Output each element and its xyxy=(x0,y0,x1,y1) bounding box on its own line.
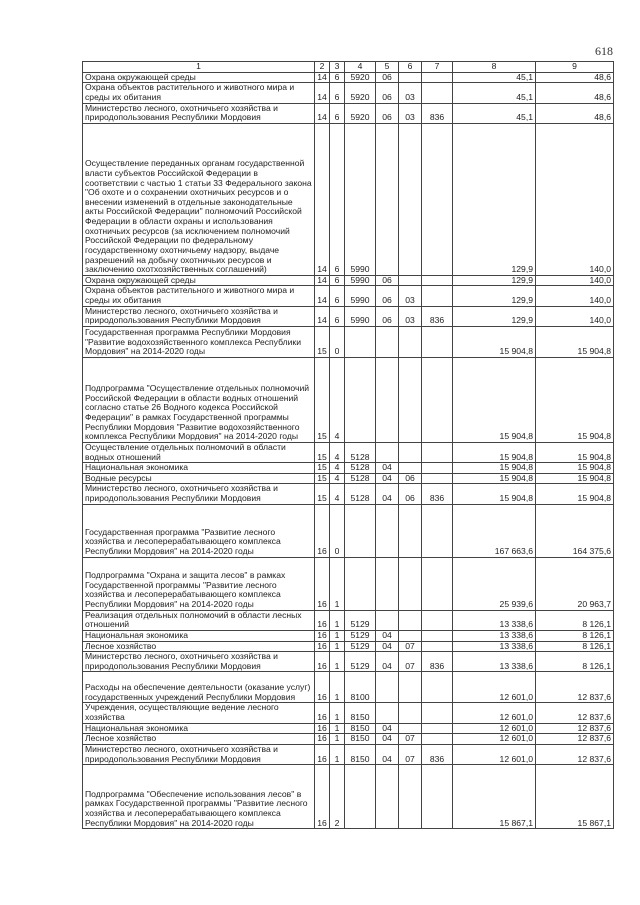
row-amount-2015-cell: 15 904,8 xyxy=(536,484,614,504)
row-section-cell: 06 xyxy=(376,103,399,123)
row-amount-2015-cell: 12 837,6 xyxy=(536,734,614,745)
row-vid-cell xyxy=(422,610,453,630)
column-header: 6 xyxy=(399,62,422,73)
row-section-cell xyxy=(376,123,399,275)
row-name-cell: Расходы на обеспечение деятельности (оказание услуг) государственных учреждений Республики Мордовия xyxy=(83,672,315,703)
row-section-cell: 04 xyxy=(376,463,399,474)
row-subsection-cell: 1 xyxy=(330,610,345,630)
row-amount-2015-cell: 20 963,7 xyxy=(536,557,614,610)
row-name-cell: Водные ресурсы xyxy=(83,473,315,484)
row-razdel-cell: 15 xyxy=(315,357,330,442)
row-razdel-cell: 16 xyxy=(315,703,330,723)
row-subsection-code-cell xyxy=(399,504,422,557)
row-target-cell: 8100 xyxy=(345,672,376,703)
row-section-cell: 04 xyxy=(376,484,399,504)
table-row xyxy=(83,672,614,703)
row-target-cell: 5129 xyxy=(345,630,376,641)
row-target-cell: 5990 xyxy=(345,123,376,275)
row-amount-2015-cell: 15 904,8 xyxy=(536,442,614,462)
table-row xyxy=(83,463,614,474)
row-amount-2015-cell: 12 837,6 xyxy=(536,672,614,703)
row-subsection-cell: 6 xyxy=(330,286,345,306)
column-header: 4 xyxy=(345,62,376,73)
row-amount-2014-cell: 129,9 xyxy=(453,286,536,306)
row-name-cell: Национальная экономика xyxy=(83,630,315,641)
row-subsection-cell: 0 xyxy=(330,326,345,357)
row-vid-cell: 836 xyxy=(422,484,453,504)
row-name-cell: Осуществление отдельных полномочий в области водных отношений xyxy=(83,442,315,462)
table-row xyxy=(83,652,614,672)
row-subsection-cell: 4 xyxy=(330,442,345,462)
row-amount-2015-cell: 140,0 xyxy=(536,123,614,275)
row-target-cell xyxy=(345,765,376,829)
row-subsection-code-cell xyxy=(399,765,422,829)
row-name-cell: Государственная программа Республики Мордовия "Развитие водохозяйственного комплекса Республики Мордовия" на 2014-2020 годы xyxy=(83,326,315,357)
row-subsection-cell: 6 xyxy=(330,306,345,326)
row-subsection-code-cell xyxy=(399,463,422,474)
row-subsection-cell: 4 xyxy=(330,484,345,504)
row-vid-cell xyxy=(422,72,453,83)
table-row xyxy=(83,734,614,745)
row-subsection-code-cell: 07 xyxy=(399,744,422,764)
row-name-cell: Подпрограмма "Осуществление отдельных полномочий Российской Федерации в области водных отношений согласно статье 26 Водного кодекса Российской Федерации" в рамках Государственной программы Республики Мордовия "Развитие водохозяйственного комплекса Республики Мордовия" на 2014-2020 годы xyxy=(83,357,315,442)
row-target-cell: 5128 xyxy=(345,484,376,504)
row-razdel-cell: 15 xyxy=(315,484,330,504)
row-name-cell: Охрана окружающей среды xyxy=(83,275,315,286)
row-target-cell: 8150 xyxy=(345,744,376,764)
row-section-cell xyxy=(376,504,399,557)
row-vid-cell xyxy=(422,286,453,306)
row-amount-2015-cell: 8 126,1 xyxy=(536,652,614,672)
row-subsection-cell: 6 xyxy=(330,72,345,83)
row-vid-cell: 836 xyxy=(422,103,453,123)
row-section-cell: 04 xyxy=(376,734,399,745)
row-amount-2014-cell: 12 601,0 xyxy=(453,672,536,703)
row-subsection-code-cell: 07 xyxy=(399,734,422,745)
row-target-cell: 5990 xyxy=(345,286,376,306)
row-razdel-cell: 16 xyxy=(315,641,330,652)
row-section-cell xyxy=(376,672,399,703)
row-subsection-cell: 1 xyxy=(330,641,345,652)
row-razdel-cell: 16 xyxy=(315,672,330,703)
row-vid-cell xyxy=(422,703,453,723)
row-target-cell: 5129 xyxy=(345,610,376,630)
row-subsection-code-cell: 03 xyxy=(399,306,422,326)
row-amount-2015-cell: 140,0 xyxy=(536,275,614,286)
row-name-cell: Учреждения, осуществляющие ведение лесного хозяйства xyxy=(83,703,315,723)
row-vid-cell xyxy=(422,557,453,610)
column-header: 7 xyxy=(422,62,453,73)
row-subsection-cell: 1 xyxy=(330,630,345,641)
row-subsection-code-cell xyxy=(399,357,422,442)
row-vid-cell: 836 xyxy=(422,306,453,326)
row-subsection-code-cell xyxy=(399,326,422,357)
row-amount-2015-cell: 15 904,8 xyxy=(536,326,614,357)
row-vid-cell xyxy=(422,672,453,703)
row-subsection-cell: 4 xyxy=(330,463,345,474)
row-section-cell xyxy=(376,765,399,829)
row-razdel-cell: 16 xyxy=(315,765,330,829)
row-razdel-cell: 14 xyxy=(315,103,330,123)
row-amount-2014-cell: 15 904,8 xyxy=(453,473,536,484)
row-subsection-cell: 1 xyxy=(330,744,345,764)
row-section-cell: 04 xyxy=(376,652,399,672)
column-header: 2 xyxy=(315,62,330,73)
row-amount-2015-cell: 140,0 xyxy=(536,286,614,306)
row-amount-2015-cell: 140,0 xyxy=(536,306,614,326)
row-razdel-cell: 16 xyxy=(315,652,330,672)
table-row xyxy=(83,473,614,484)
row-target-cell xyxy=(345,326,376,357)
page-number: 618 xyxy=(595,44,613,58)
row-razdel-cell: 16 xyxy=(315,557,330,610)
row-razdel-cell: 15 xyxy=(315,473,330,484)
row-subsection-code-cell xyxy=(399,703,422,723)
row-subsection-cell: 6 xyxy=(330,103,345,123)
row-target-cell: 5990 xyxy=(345,275,376,286)
table-row xyxy=(83,765,614,829)
table-row xyxy=(83,442,614,462)
table-row xyxy=(83,286,614,306)
column-header: 1 xyxy=(83,62,315,73)
table-row xyxy=(83,723,614,734)
row-vid-cell xyxy=(422,473,453,484)
table-row xyxy=(83,610,614,630)
row-subsection-cell: 6 xyxy=(330,275,345,286)
row-section-cell: 06 xyxy=(376,275,399,286)
row-amount-2015-cell: 12 837,6 xyxy=(536,723,614,734)
row-subsection-code-cell: 03 xyxy=(399,103,422,123)
table-body xyxy=(83,72,614,829)
row-amount-2014-cell: 167 663,6 xyxy=(453,504,536,557)
row-amount-2015-cell: 12 837,6 xyxy=(536,703,614,723)
row-amount-2014-cell: 12 601,0 xyxy=(453,723,536,734)
row-name-cell: Охрана объектов растительного и животного мира и среды их обитания xyxy=(83,286,315,306)
row-razdel-cell: 15 xyxy=(315,326,330,357)
row-subsection-cell: 1 xyxy=(330,672,345,703)
row-amount-2014-cell: 15 904,8 xyxy=(453,326,536,357)
row-razdel-cell: 16 xyxy=(315,610,330,630)
row-amount-2015-cell: 48,6 xyxy=(536,83,614,103)
row-amount-2014-cell: 129,9 xyxy=(453,306,536,326)
row-vid-cell xyxy=(422,442,453,462)
row-razdel-cell: 14 xyxy=(315,123,330,275)
row-razdel-cell: 16 xyxy=(315,504,330,557)
budget-table xyxy=(82,61,614,829)
row-vid-cell xyxy=(422,734,453,745)
row-subsection-code-cell: 03 xyxy=(399,83,422,103)
row-subsection-code-cell xyxy=(399,72,422,83)
row-section-cell xyxy=(376,610,399,630)
table-row xyxy=(83,306,614,326)
row-amount-2014-cell: 15 867,1 xyxy=(453,765,536,829)
row-amount-2014-cell: 13 338,6 xyxy=(453,641,536,652)
row-section-cell xyxy=(376,442,399,462)
row-subsection-cell: 6 xyxy=(330,83,345,103)
row-amount-2015-cell: 15 904,8 xyxy=(536,473,614,484)
row-amount-2014-cell: 12 601,0 xyxy=(453,744,536,764)
row-name-cell: Реализация отдельных полномочий в области лесных отношений xyxy=(83,610,315,630)
row-amount-2015-cell: 164 375,6 xyxy=(536,504,614,557)
row-section-cell xyxy=(376,703,399,723)
row-section-cell: 06 xyxy=(376,83,399,103)
row-section-cell: 06 xyxy=(376,72,399,83)
row-name-cell: Лесное хозяйство xyxy=(83,734,315,745)
row-name-cell: Министерство лесного, охотничьего хозяйства и природопользования Республики Мордовия xyxy=(83,103,315,123)
row-amount-2014-cell: 45,1 xyxy=(453,72,536,83)
row-razdel-cell: 15 xyxy=(315,442,330,462)
column-header: 5 xyxy=(376,62,399,73)
row-target-cell xyxy=(345,357,376,442)
row-name-cell: Национальная экономика xyxy=(83,463,315,474)
row-amount-2015-cell: 15 904,8 xyxy=(536,357,614,442)
row-subsection-cell: 4 xyxy=(330,357,345,442)
table-row xyxy=(83,83,614,103)
row-name-cell: Осуществление переданных органам государственной власти субъектов Российской Федерации в соответствии с частью 1 статьи 33 Федерального закона "Об охоте и о сохранении охотничьих ресурсов и о внесении изменений в отдельные законодательные акты Российской Федерации" полномочий Российской Федерации в области охраны и использования охотничьих ресурсов (за исключением полномочий Российской Федерации по федеральному государственному охотничьему надзору, выдаче разрешений на добычу охотничьих ресурсов и заключению охотхозяйственных соглашений) xyxy=(83,123,315,275)
row-subsection-code-cell xyxy=(399,123,422,275)
table-row xyxy=(83,103,614,123)
row-vid-cell xyxy=(422,630,453,641)
row-vid-cell xyxy=(422,326,453,357)
row-target-cell xyxy=(345,557,376,610)
row-name-cell: Национальная экономика xyxy=(83,723,315,734)
row-target-cell: 5129 xyxy=(345,641,376,652)
row-name-cell: Министерство лесного, охотничьего хозяйства и природопользования Республики Мордовия xyxy=(83,306,315,326)
row-razdel-cell: 14 xyxy=(315,275,330,286)
row-name-cell: Министерство лесного, охотничьего хозяйства и природопользования Республики Мордовия xyxy=(83,652,315,672)
row-razdel-cell: 14 xyxy=(315,306,330,326)
table-row xyxy=(83,504,614,557)
row-vid-cell xyxy=(422,765,453,829)
row-section-cell: 04 xyxy=(376,473,399,484)
row-target-cell: 5920 xyxy=(345,72,376,83)
row-target-cell: 5920 xyxy=(345,103,376,123)
row-amount-2015-cell: 8 126,1 xyxy=(536,630,614,641)
row-section-cell xyxy=(376,557,399,610)
row-target-cell: 5128 xyxy=(345,442,376,462)
row-section-cell xyxy=(376,357,399,442)
row-section-cell: 04 xyxy=(376,641,399,652)
row-name-cell: Охрана объектов растительного и животного мира и среды их обитания xyxy=(83,83,315,103)
row-amount-2014-cell: 129,9 xyxy=(453,123,536,275)
row-vid-cell xyxy=(422,463,453,474)
row-target-cell: 8150 xyxy=(345,723,376,734)
row-section-cell: 04 xyxy=(376,723,399,734)
row-name-cell: Министерство лесного, охотничьего хозяйства и природопользования Республики Мордовия xyxy=(83,484,315,504)
row-vid-cell xyxy=(422,357,453,442)
row-amount-2015-cell: 15 904,8 xyxy=(536,463,614,474)
row-razdel-cell: 14 xyxy=(315,286,330,306)
table-row xyxy=(83,484,614,504)
table-row xyxy=(83,744,614,764)
row-name-cell: Министерство лесного, охотничьего хозяйства и природопользования Республики Мордовия xyxy=(83,744,315,764)
table-row xyxy=(83,641,614,652)
row-subsection-code-cell xyxy=(399,723,422,734)
row-amount-2014-cell: 12 601,0 xyxy=(453,734,536,745)
row-subsection-code-cell: 06 xyxy=(399,473,422,484)
row-amount-2014-cell: 25 939,6 xyxy=(453,557,536,610)
row-razdel-cell: 14 xyxy=(315,72,330,83)
row-amount-2014-cell: 15 904,8 xyxy=(453,357,536,442)
row-subsection-cell: 1 xyxy=(330,557,345,610)
row-subsection-cell: 1 xyxy=(330,734,345,745)
row-subsection-code-cell xyxy=(399,442,422,462)
row-amount-2015-cell: 15 867,1 xyxy=(536,765,614,829)
row-subsection-cell: 6 xyxy=(330,123,345,275)
row-name-cell: Подпрограмма "Обеспечение использования лесов" в рамках Государственной программы "Развитие лесного хозяйства и лесоперерабатывающего комплекса Республики Мордовия" на 2014-2020 годы xyxy=(83,765,315,829)
row-amount-2014-cell: 129,9 xyxy=(453,275,536,286)
row-name-cell: Охрана окружающей среды xyxy=(83,72,315,83)
row-subsection-code-cell: 03 xyxy=(399,286,422,306)
row-target-cell: 5128 xyxy=(345,463,376,474)
table-row xyxy=(83,326,614,357)
row-vid-cell: 836 xyxy=(422,652,453,672)
row-amount-2014-cell: 15 904,8 xyxy=(453,442,536,462)
row-amount-2014-cell: 15 904,8 xyxy=(453,484,536,504)
table-row xyxy=(83,72,614,83)
row-target-cell: 8150 xyxy=(345,703,376,723)
row-subsection-code-cell: 06 xyxy=(399,484,422,504)
row-vid-cell xyxy=(422,123,453,275)
row-subsection-code-cell: 07 xyxy=(399,641,422,652)
row-amount-2014-cell: 13 338,6 xyxy=(453,652,536,672)
row-subsection-code-cell xyxy=(399,672,422,703)
row-section-cell: 04 xyxy=(376,630,399,641)
row-section-cell xyxy=(376,326,399,357)
row-subsection-cell: 4 xyxy=(330,473,345,484)
row-subsection-code-cell xyxy=(399,557,422,610)
row-amount-2014-cell: 45,1 xyxy=(453,83,536,103)
row-section-cell: 04 xyxy=(376,744,399,764)
row-razdel-cell: 16 xyxy=(315,723,330,734)
table-row xyxy=(83,123,614,275)
row-vid-cell xyxy=(422,723,453,734)
row-amount-2014-cell: 13 338,6 xyxy=(453,630,536,641)
table-row xyxy=(83,630,614,641)
column-header: 3 xyxy=(330,62,345,73)
row-amount-2014-cell: 12 601,0 xyxy=(453,703,536,723)
row-target-cell: 5990 xyxy=(345,306,376,326)
row-amount-2015-cell: 48,6 xyxy=(536,72,614,83)
row-section-cell: 06 xyxy=(376,306,399,326)
row-vid-cell xyxy=(422,641,453,652)
row-subsection-cell: 0 xyxy=(330,504,345,557)
row-amount-2014-cell: 45,1 xyxy=(453,103,536,123)
row-subsection-code-cell xyxy=(399,630,422,641)
row-subsection-cell: 1 xyxy=(330,703,345,723)
row-razdel-cell: 15 xyxy=(315,463,330,474)
row-subsection-code-cell xyxy=(399,610,422,630)
row-subsection-code-cell xyxy=(399,275,422,286)
table-row xyxy=(83,275,614,286)
row-vid-cell xyxy=(422,275,453,286)
row-section-cell: 06 xyxy=(376,286,399,306)
row-amount-2015-cell: 48,6 xyxy=(536,103,614,123)
row-amount-2014-cell: 13 338,6 xyxy=(453,610,536,630)
row-razdel-cell: 16 xyxy=(315,734,330,745)
table-row xyxy=(83,357,614,442)
row-name-cell: Подпрограмма "Охрана и защита лесов" в рамках Государственной программы "Развитие лесного хозяйства и лесоперерабатывающего комплекса Республики Мордовия" на 2014-2020 годы xyxy=(83,557,315,610)
row-amount-2015-cell: 8 126,1 xyxy=(536,610,614,630)
row-subsection-cell: 1 xyxy=(330,723,345,734)
column-header: 9 xyxy=(536,62,614,73)
row-razdel-cell: 16 xyxy=(315,744,330,764)
row-subsection-cell: 2 xyxy=(330,765,345,829)
row-vid-cell xyxy=(422,504,453,557)
row-name-cell: Лесное хозяйство xyxy=(83,641,315,652)
row-target-cell: 5920 xyxy=(345,83,376,103)
row-target-cell: 5129 xyxy=(345,652,376,672)
row-amount-2015-cell: 8 126,1 xyxy=(536,641,614,652)
row-amount-2014-cell: 15 904,8 xyxy=(453,463,536,474)
row-vid-cell: 836 xyxy=(422,744,453,764)
row-name-cell: Государственная программа "Развитие лесного хозяйства и лесоперерабатывающего комплекса Республики Мордовия" на 2014-2020 годы xyxy=(83,504,315,557)
column-header: 8 xyxy=(453,62,536,73)
row-subsection-code-cell: 07 xyxy=(399,652,422,672)
table-row xyxy=(83,557,614,610)
row-target-cell: 8150 xyxy=(345,734,376,745)
row-target-cell xyxy=(345,504,376,557)
row-amount-2015-cell: 12 837,6 xyxy=(536,744,614,764)
row-subsection-cell: 1 xyxy=(330,652,345,672)
row-razdel-cell: 16 xyxy=(315,630,330,641)
table-row xyxy=(83,703,614,723)
row-razdel-cell: 14 xyxy=(315,83,330,103)
row-vid-cell xyxy=(422,83,453,103)
header-row xyxy=(83,62,614,73)
row-target-cell: 5128 xyxy=(345,473,376,484)
